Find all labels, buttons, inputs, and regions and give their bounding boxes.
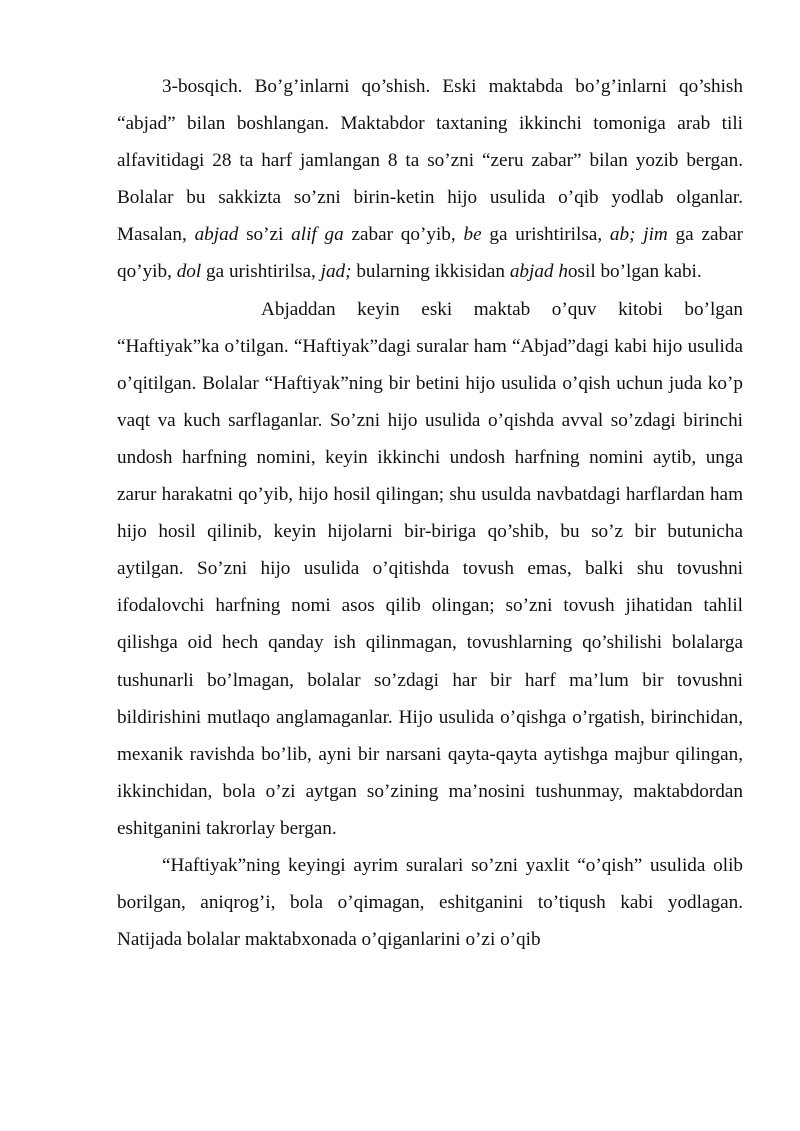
- text-run: ga zabar qo’yib,: [117, 224, 743, 283]
- body-text: [117, 68, 743, 958]
- text-run: “Haftiyak”ning keyingi ayrim suralari so’zni yaxlit “o’qish” usulida olib borilgan, aniqrog’i, bola o’qimagan, eshitganini to’tiqush kabi yodlagan. Natijada bolalar maktabxonada o’qiganlarini o’zi o’qib: [117, 854, 743, 951]
- text-run: so’zi: [238, 224, 292, 246]
- text-run: ga urishtirilsa,: [481, 224, 610, 246]
- italic-term: dol: [176, 261, 202, 283]
- text-run: Abjaddan keyin eski maktab o’quv kitobi bo’lgan “Haftiyak”ka o’tilgan. “Haftiyak”dagi suralar ham “Abjad”dagi kabi hijo usulida o’qitilgan. Bolalar “Haftiyak”ning bir betini hijo usulida o’qish uchun juda ko’p vaqt va kuch sarflaganlar. So’zni hijo usulida o’qishda avval so’zdagi birinchi undosh harfning nomini, keyin ikkinchi undosh harfning nomini aytib, unga zarur harakatni qo’yib, hijo hosil qilingan; shu usulda navbatdagi harflardan ham hijo hosil qilinib, keyin hijolarni bir-biriga qo’shib, bu so’z bir butunicha aytilgan. So’zni hijo usulida o’qitishda tovush emas, balki shu tovushni ifodalovchi harfning nomi asos qilib olingan; so’zni tovush jihatidan tahlil qilishga oid hech qanday ish qilinmagan, tovushlarning qo’shilishi bolalarga tushunarli bo’lmagan, bolalar so’zdagi har bir harf ma’lum bir tovushni bildirishini mutlaqo anglamaganlar. Hijo usulida o’qishga o’rgatish, birinchidan, mexanik ravishda bo’lib, ayni bir narsani qayta-qayta aytishga majbur qilingan, ikkinchidan, bola o’zi aytgan so’zining ma’nosini tushunmay, maktabdordan eshitganini takrorlay bergan.: [117, 298, 743, 839]
- text-run: bularning ikkisidan: [351, 261, 510, 283]
- text-run: ga urishtirilsa,: [201, 261, 321, 283]
- italic-term: abjad: [194, 224, 239, 246]
- italic-term: ab; jim: [609, 224, 668, 246]
- paragraph-1: [117, 68, 743, 291]
- italic-term: be: [463, 224, 482, 246]
- italic-term: alif ga: [291, 224, 344, 246]
- text-run: zabar qo’yib,: [343, 224, 464, 246]
- italic-term: jad;: [320, 261, 352, 283]
- text-run: 3-bosqich. Bo’g’inlarni qo’shish. Eski maktabda bo’g’inlarni qo’shish “abjad” bilan boshlangan. Maktabdor taxtaning ikkinchi tomoniga arab tili alfavitidagi 28 ta harf jamlangan 8 ta so’zni “zeru zabar” bilan yozib bergan. Bolalar bu sakkizta so’zni birin-ketin hijo usulida o’qib yodlab olganlar. Masalan,: [117, 76, 743, 246]
- text-run: osil bo’lgan kabi.: [567, 261, 702, 283]
- italic-term: abjad h: [509, 261, 568, 283]
- paragraph-3: [117, 847, 743, 958]
- paragraph-2: [117, 291, 743, 847]
